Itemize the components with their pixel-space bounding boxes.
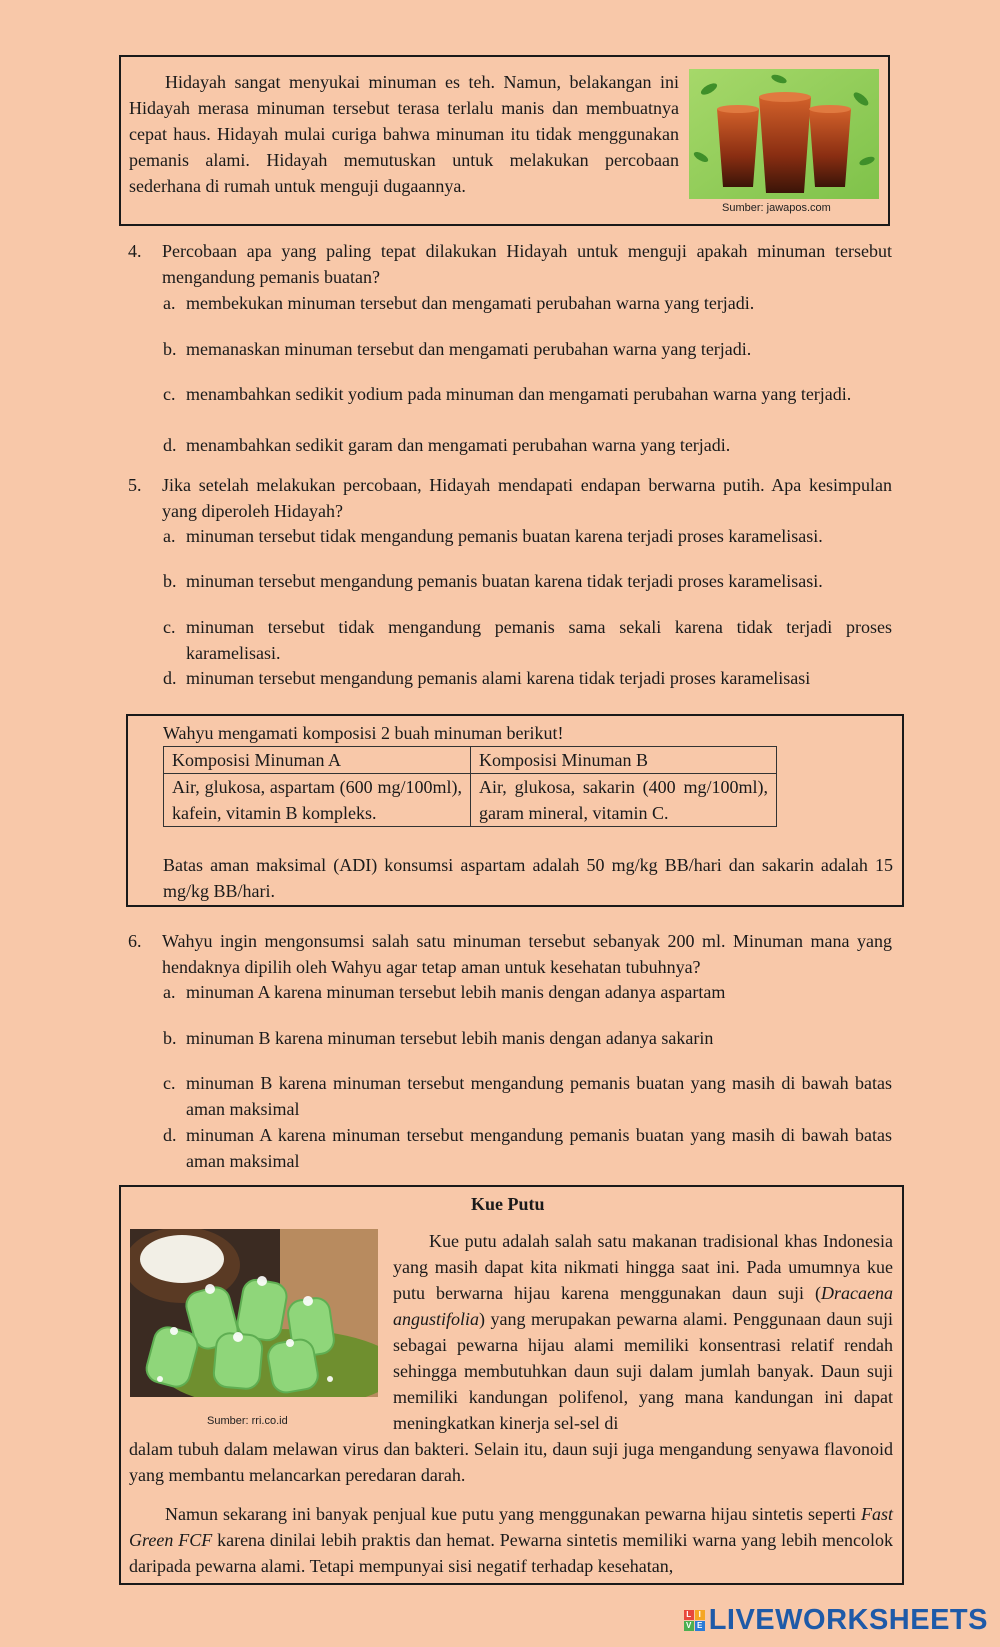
q5-option-a[interactable]: a. minuman tersebut tidak mengandung pemanis buatan karena terjadi proses karamelisasi.: [163, 526, 823, 546]
q4-question: Percobaan apa yang paling tepat dilakukan Hidayah untuk menguji apakah minuman tersebut mengandung pemanis buatan?: [162, 241, 892, 287]
q4-option-d[interactable]: d. menambahkan sedikit garam dan mengamati perubahan warna yang terjadi.: [163, 435, 731, 455]
table-row: [164, 774, 777, 827]
composition-intro: Wahyu mengamati komposisi 2 buah minuman berikut!: [163, 723, 564, 743]
iced-tea-illustration: [689, 69, 879, 199]
q6-option-a[interactable]: a. minuman A karena minuman tersebut lebih manis dengan adanya aspartam: [163, 982, 726, 1002]
liveworksheets-logo[interactable]: [684, 1604, 988, 1637]
kue-image-source: Sumber: rri.co.id: [207, 1415, 288, 1427]
q4-number: 4.: [128, 241, 142, 261]
q6-number: 6.: [128, 931, 142, 951]
intro-image-source: Sumber: jawapos.com: [722, 202, 831, 214]
q4-option-b[interactable]: b. memanaskan minuman tersebut dan mengamati perubahan warna yang terjadi.: [163, 339, 752, 359]
q5-option-d[interactable]: d. minuman tersebut mengandung pemanis alami karena tidak terjadi proses karamelisasi: [163, 668, 811, 688]
logo-text: LIVEWORKSHEETS: [708, 1604, 988, 1636]
kue-paragraph-1b: dalam tubuh dalam melawan virus dan bakteri. Selain itu, daun suji juga mengandung senyawa flavonoid yang membantu melancarkan peredaran darah.: [129, 1439, 893, 1485]
iced-tea-image: [689, 69, 879, 199]
composition-table: [163, 746, 777, 827]
q6-option-c[interactable]: c. minuman B karena minuman tersebut mengandung pemanis buatan yang masih di bawah batas aman maksimal: [163, 1073, 892, 1119]
kue-putu-image: [130, 1229, 378, 1397]
composition-note: Batas aman maksimal (ADI) konsumsi aspartam adalah 50 mg/kg BB/hari dan sakarin adalah 15 mg/kg BB/hari.: [163, 855, 893, 901]
q6-question: Wahyu ingin mengonsumsi salah satu minuman tersebut sebanyak 200 ml. Minuman mana yang hendaknya dipilih oleh Wahyu agar tetap aman untuk kesehatan tubuhnya?: [162, 931, 892, 977]
kue-putu-box: [119, 1185, 904, 1585]
composition-box: [126, 714, 904, 907]
q4-option-c[interactable]: c. menambahkan sedikit yodium pada minuman dan mengamati perubahan warna yang terjadi.: [163, 384, 852, 404]
kue-putu-title: Kue Putu: [471, 1194, 545, 1214]
logo-mark-icon: L I V E: [684, 1610, 705, 1631]
table-row: [164, 747, 777, 774]
q5-option-c[interactable]: c. minuman tersebut tidak mengandung pemanis sama sekali karena tidak terjadi proses karamelisasi.: [163, 617, 892, 663]
q5-number: 5.: [128, 475, 142, 495]
kue-paragraph-1a: Kue putu adalah salah satu makanan tradisional khas Indonesia yang masih dapat kita nikmati hingga saat ini. Pada umumnya kue putu berwarna hijau karena menggunakan daun suji (Dracaena angustifolia) yang merupakan pewarna alami. Penggunaan daun suji sebagai pewarna hijau alami memiliki konsentrasi relatif rendah sehingga membutuhkan daun suji dalam jumlah banyak. Daun suji memiliki kandungan polifenol, yang mana kandungan ini dapat meningkatkan kinerja sel-sel di: [393, 1231, 893, 1433]
q6-option-b[interactable]: b. minuman B karena minuman tersebut lebih manis dengan adanya sakarin: [163, 1028, 714, 1048]
cell-a: Air, glukosa, aspartam (600 mg/100ml), kafein, vitamin B kompleks.: [164, 774, 471, 827]
kue-paragraph-2: Namun sekarang ini banyak penjual kue putu yang menggunakan pewarna hijau sintetis seperti Fast Green FCF karena dinilai lebih praktis dan hemat. Pewarna sintetis memiliki warna yang lebih mencolok daripada pewarna alami. Tetapi mempunyai sisi negatif terhadap kesehatan,: [129, 1504, 894, 1576]
q5-option-b[interactable]: b. minuman tersebut mengandung pemanis buatan karena tidak terjadi proses karamelisasi.: [163, 571, 823, 591]
cell-b: Air, glukosa, sakarin (400 mg/100ml), garam mineral, vitamin C.: [471, 774, 777, 827]
header-b: Komposisi Minuman B: [471, 747, 777, 774]
header-a: Komposisi Minuman A: [164, 747, 471, 774]
intro-box: [119, 55, 890, 226]
intro-text: Hidayah sangat menyukai minuman es teh. Namun, belakangan ini Hidayah merasa minuman tersebut terasa terlalu manis dan membuatnya cepat haus. Hidayah mulai curiga bahwa minuman itu tidak menggunakan pemanis alami. Hidayah memutuskan untuk melakukan percobaan sederhana di rumah untuk menguji dugaannya.: [129, 72, 679, 196]
q5-question: Jika setelah melakukan percobaan, Hidayah mendapati endapan berwarna putih. Apa kesimpulan yang diperoleh Hidayah?: [162, 475, 892, 521]
kue-putu-illustration: [130, 1229, 378, 1397]
q6-option-d[interactable]: d. minuman A karena minuman tersebut mengandung pemanis buatan yang masih di bawah batas aman maksimal: [163, 1125, 892, 1171]
q4-option-a[interactable]: a. membekukan minuman tersebut dan mengamati perubahan warna yang terjadi.: [163, 293, 755, 313]
